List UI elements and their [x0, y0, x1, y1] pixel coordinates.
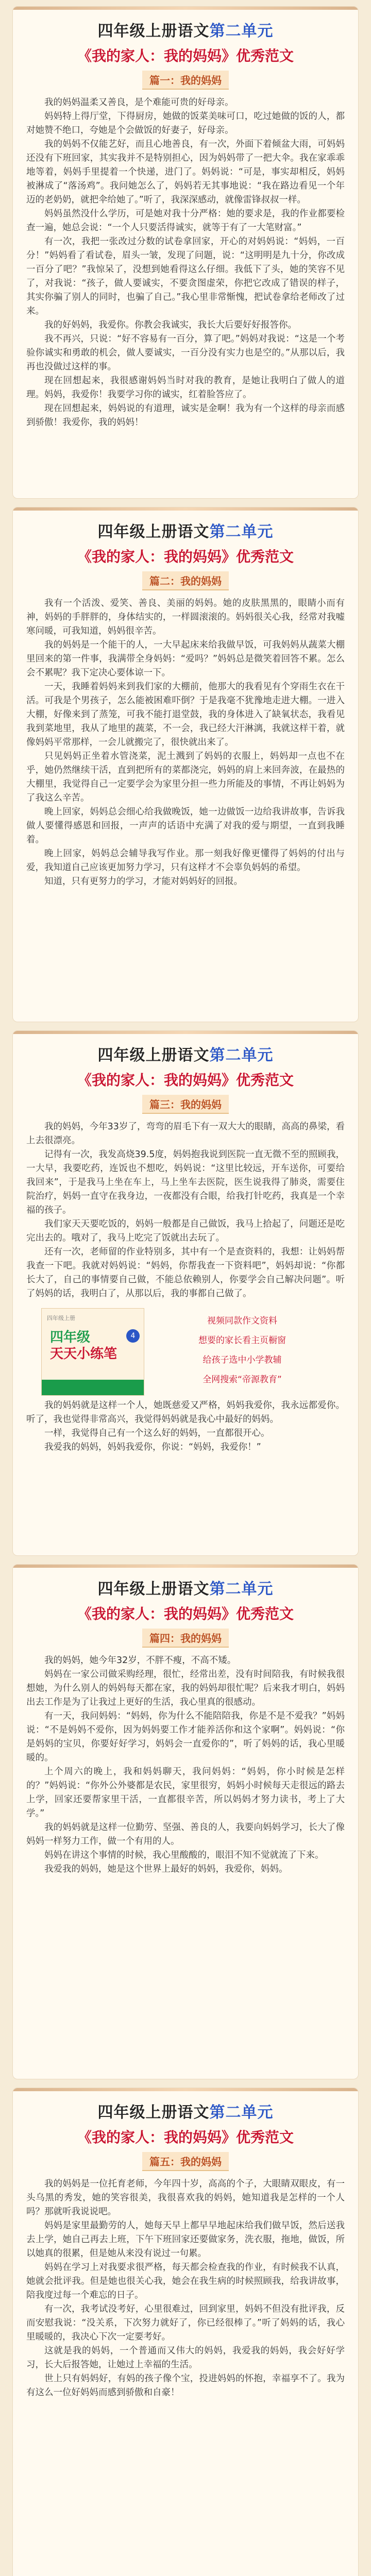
essay-paragraph: 世上只有妈妈好，有妈的孩子像个宝，投进妈妈的怀抱，幸福享不了。我为有这么一位好妈妈而感到骄傲和自豪！	[26, 2374, 345, 2398]
essay-paragraph: 晚上回家，妈妈总会细心给我做晚饭，她一边做饭一边给我讲故事，告诉我做人要懂得感恩和回报，一声声的话语中充满了对我的爱与期望，一直到我睡着。	[26, 807, 345, 845]
essay-paragraph: 上个周六的晚上，我和妈妈聊天，我问妈妈：“妈妈，你小时候是怎样的？”妈妈说：“你外公外婆都是农民，家里很穷，妈妈小时候每天走很远的路去上学，回家还要帮家里干活，一直都很辛苦，所以妈妈才努力读书，考上了大学。”	[26, 1767, 345, 1819]
essay-paragraph: 记得有一次，我发高烧39.5度，妈妈抱我说到医院一直无微不至的照顾我，一大早，我要吃药，连饭也不想吃，妈妈说：“这里比较远，开车送你，可要给我回来”，于是我马上坐在车上，马上坐车去医院，医生说我得了肺炎，需要住院治疗，妈妈一直守在我身边，一夜都没有合眼，给我打针吃药，我真是一个幸福的孩子。	[26, 1149, 345, 1215]
essay-paragraph: 妈妈特上得厅堂，下得厨房，她做的饭菜美味可口，吃过她做的饭的人，都对她赞不绝口，夸她是个会做饭的好妻子，好母亲。	[26, 111, 345, 135]
essay-paragraph: 只见妈妈正坐着水管浇菜，泥土溅到了妈妈的衣服上，妈妈却一点也不在乎，她仍然继续干活，直到把所有的菜都浇完，妈妈的肩上来回奔波，在最热的大棚里，我觉得自己一定要学会为家里分担一些力所能及的事情，不再让妈妈为了我这么辛苦。	[26, 751, 345, 803]
essay-tag: 篇五：我的妈妈	[142, 2152, 229, 2171]
essay-title: 《我的家人：我的妈妈》优秀范文	[77, 548, 294, 565]
promo-line: 全网搜索“帝源教育”	[203, 1375, 282, 1385]
essay-paragraph: 妈妈是家里最勤劳的人，她每天早上都早早地起床给我们做早饭，然后送我去上学，她自己再去上班，下午下班回家还要做家务，洗衣服，拖地，做饭，所以她真的很累，但是她从来没有说过一句累。	[26, 2221, 345, 2259]
essay-paragraph: 妈妈虽然没什么学历，可是她对我十分严格：她的要求是，我的作业都要检查一遍，她总会说：“一个人只要活得诚实，就等于有了一大笔财富。”	[26, 209, 345, 233]
promo-banner[interactable]	[41, 1308, 330, 1396]
essay-paragraph: 有一天，我问妈妈：“妈妈，你为什么不能陪陪我，你是不是不爱我？”妈妈说：“不是妈妈不爱你，因为妈妈要工作才能养活你和这个家啊”。妈妈说：“你是妈妈的宝贝，你要好好学习，妈妈会一直爱你的”，听了妈妈的话，我心里暖暖的。	[26, 1711, 345, 1763]
promo-line: 视频同款作文资料	[207, 1316, 277, 1326]
series-title	[26, 18, 345, 41]
promo-line: 想要的家长看主页橱窗	[198, 1335, 286, 1346]
essay-tag: 篇三：我的妈妈	[142, 1095, 229, 1114]
essay-paragraph: 我的妈妈温柔又善良，是个难能可贵的好母亲。	[44, 97, 234, 108]
essay-paragraph: 我的妈妈不仅能艺好，而且心地善良，有一次，外面下着倾盆大雨，可妈妈还没有下班回家，其实我并不是特别担心，因为妈妈带了一把大伞。我在家乖乖地等着，妈妈手里提着一个快递，进门了。妈妈说：“可是，事实却相反，妈妈被淋成了“落汤鸡”。我问她怎么了，妈妈若无其事地说：“我在路边看见一个年迈的老奶奶，就把伞给她了。”听了，我深深感动，就像雷锋叔叔一样。	[26, 139, 345, 205]
essay-paragraph: 妈妈在学习上对我要求很严格，每天都会检查我的作业，有时候我不认真，她就会批评我。但是她也很关心我，她会在我生病的时候照顾我，给我讲故事，陪我度过每一个难忘的日子。	[26, 2262, 345, 2300]
essay-paragraph: 我的妈妈是一位托育老师，今年四十岁，高高的个子，大眼睛双眼皮，有一头乌黑的秀发，她的笑容很美，我很喜欢我的妈妈，她知道我是怎样的一个人吗？那就听我说说吧。	[26, 2179, 345, 2217]
essay-title: 《我的家人：我的妈妈》优秀范文	[77, 47, 294, 64]
essay-tag: 篇二：我的妈妈	[142, 571, 229, 590]
essay-title: 《我的家人：我的妈妈》优秀范文	[77, 2129, 294, 2146]
essay-paragraph: 妈妈在一家公司做采购经理，很忙，经常出差，没有时间陪我，有时候我很想她，为什么别人的妈妈每天都在家，我的妈妈却很忙呢？后来我才明白，妈妈出去工作是为了让我过上更好的生活，我心里真的很感动。	[26, 1669, 345, 1707]
essay-paragraph: 我的妈妈，她今年32岁，不胖不瘦，不高不矮。	[44, 1655, 237, 1666]
series-title	[26, 1042, 345, 1065]
essay-paragraph: 我爱我的妈妈，她是这个世界上最好的妈妈，我爱你，妈妈。	[44, 1864, 288, 1874]
essay-paragraph: 现在回想起来，我很感谢妈妈当时对我的教育，是她让我明白了做人的道理。妈妈，我爱你！我要学习你的诚实，红着脸答应了。	[26, 376, 345, 400]
essay-title: 《我的家人：我的妈妈》优秀范文	[77, 1072, 294, 1089]
series-title-prefix: 四年级上册语文	[97, 1046, 210, 1064]
series-title-prefix: 四年级上册语文	[97, 1580, 210, 1598]
essay-paragraph: 有一次，我考试没考好，心里很难过，回到家里，妈妈不但没有批评我，反而安慰我说：“没关系，下次努力就好了，你已经很棒了。”听了妈妈的话，我心里暖暖的，我决心下次一定要考好。	[26, 2304, 345, 2342]
promo-text	[160, 1311, 325, 1389]
essay-card-4	[12, 1564, 359, 2079]
essay-paragraph: 我的妈妈，今年33岁了，弯弯的眉毛下有一双大大的眼睛，高高的鼻梁，看上去很漂亮。	[26, 1122, 345, 1146]
series-title-suffix: 第二单元	[209, 1580, 274, 1598]
book-title	[50, 1329, 117, 1362]
series-title	[26, 1576, 345, 1599]
series-title-suffix: 第二单元	[209, 1046, 274, 1064]
essay-paragraph: 还有一次，老师留的作业特别多，其中有一个是查资料的，我想：让妈妈帮我查一下吧。我就对妈妈说：“妈妈，你帮我查一下资料吧”，妈妈却说：“你都长大了，自己的事情要自己做，不能总依赖别人，你要学会自己解决问题”。听了妈妈的话，我明白了，从那以后，我的事都自己做了。	[26, 1247, 345, 1299]
series-title-prefix: 四年级上册语文	[97, 2104, 210, 2122]
series-title-prefix: 四年级上册语文	[97, 22, 210, 40]
essay-paragraph: 我有一个活泼、爱笑、善良、美丽的妈妈。她的皮肤黑黑的，眼睛小而有神，妈妈的手胖胖的，身体结实的，一样圆滚滚的。妈妈很关心我，经常对我嘘寒问暖，可我知道，妈妈很辛苦。	[26, 598, 345, 636]
book-badge: 4	[126, 1329, 140, 1343]
essay-tag: 篇一：我的妈妈	[142, 71, 229, 90]
essay-paragraph: 这就是我的妈妈，一个普通而又伟大的妈妈，我爱我的妈妈，我会好好学习，长大后报答她，让她过上幸福的生活。	[26, 2346, 345, 2370]
essay-paragraph: 知道，只有更努力的学习，才能对妈妈好的回报。	[44, 876, 243, 887]
series-title	[26, 519, 345, 541]
essay-paragraph: 一样，我觉得自己有一个这么好的妈妈，一直都很开心。	[44, 1428, 270, 1438]
essay-paragraph: 我的妈妈就是这样一个人，她既慈爱又严格，妈妈我爱你，我永远都爱你。听了，我也觉得非常高兴，我觉得妈妈就是我心中最好的妈妈。	[26, 1400, 345, 1425]
book-grade: 四年级	[50, 1330, 91, 1345]
essay-paragraph: 有一次，我把一张改过分数的试卷拿回家，开心的对妈妈说：“妈妈，一百分！”妈妈看了看试卷，眉头一皱，发现了问题，说：“这明明是九十分，你改成一百分了吧？”我惊呆了，没想到她看得这么仔细。我低下了头，她的笑容不见了，对我说：“孩子，做人要诚实，不要贪图虚荣，你把它改成了错误的样子，其实你骗了别人的同时，也骗了自己。”我心里非常惭愧，把试卷拿给老师改了过来。	[26, 236, 345, 316]
book-main-title: 天天小练笔	[50, 1346, 117, 1362]
essay-title: 《我的家人：我的妈妈》优秀范文	[77, 1605, 294, 1622]
promo-line: 给孩子选中小学教辅	[203, 1355, 282, 1365]
essay-paragraph: 我爱我的妈妈，妈妈我爱你，你说：“妈妈，我爱你！”	[44, 1442, 261, 1452]
series-title-prefix: 四年级上册语文	[97, 523, 210, 541]
essay-paragraph: 我不再兴，只说：“好不容易有一百分，算了吧。”妈妈对我说：“这是一个考验你诚实和勇敢的机会，做人要诚实，一百分没有实力也是空的。”从那以后，我再也没做过这样的事。	[26, 334, 345, 372]
essay-paragraph: 一天，我睡着妈妈来到我们家的大棚前，他那大的我看见有个穿雨生衣在干活。可我是个男孩子，怎么能被困难吓倒？于是我毫不犹豫地走进大棚。一进入大棚，好像来到了蒸笼，可我不能打退堂鼓，我的身体进入了缺氧状态，我看见我到菜地里，我从了地里的蔬菜，不一会，我已经大汗淋漓，我就这样干着，就像妈妈平常那样，一会儿就搬完了，很快就出来了。	[26, 682, 345, 748]
essay-tag: 篇四：我的妈妈	[142, 1629, 229, 1648]
series-title-suffix: 第二单元	[209, 22, 274, 40]
essay-paragraph: 我的妈妈就是这样一位勤劳、坚强、善良的人，我要向妈妈学习，长大了像妈妈一样努力工作，做一个有用的人。	[26, 1822, 345, 1846]
essay-card-1	[12, 6, 359, 499]
book-cover-stripe	[42, 1380, 144, 1395]
series-title	[26, 2099, 345, 2122]
essay-card-5	[12, 2088, 359, 2576]
book-cover-image	[41, 1308, 144, 1396]
essay-paragraph: 妈妈在讲这个事情的时候，我心里酸酸的，眼泪不知不觉就流了下来。	[44, 1850, 324, 1860]
essay-paragraph: 晚上回家，妈妈总会辅导我写作业。那一刻我好像更懂得了妈妈的付出与爱，我知道自己应该更加努力学习，只有这样才不会辜负妈妈的希望。	[26, 849, 345, 873]
essay-paragraph: 现在回想起来，妈妈说的有道理，诚实是金啊！我为有一个这样的母亲而感到骄傲！我爱你，我的妈妈！	[26, 403, 345, 428]
series-title-suffix: 第二单元	[209, 2104, 274, 2122]
essay-paragraph: 我的妈妈是一个能干的人，一大早起床来给我做早饭，可我妈妈从蔬菜大棚里回来的第一件事，我满带全身妈妈：“爱吗？”妈妈总是微笑着回答不累。怎么会不累呢？我下定决心要体谅一下。	[26, 640, 345, 678]
essay-card-3	[12, 1030, 359, 1556]
essay-card-2	[12, 507, 359, 1022]
series-title-suffix: 第二单元	[209, 523, 274, 541]
essay-paragraph: 我们家天天要吃饭的，妈妈一般都是自己做饭，我马上拾起了，问题还是吃完出去的。哦对了，我马上吃完了饭就出去玩了。	[26, 1219, 345, 1243]
essay-paragraph: 我的好妈妈，我爱你。你教会我诚实，我长大后要好好报答你。	[44, 320, 297, 330]
book-top-label: 四年级上册	[47, 1315, 75, 1321]
